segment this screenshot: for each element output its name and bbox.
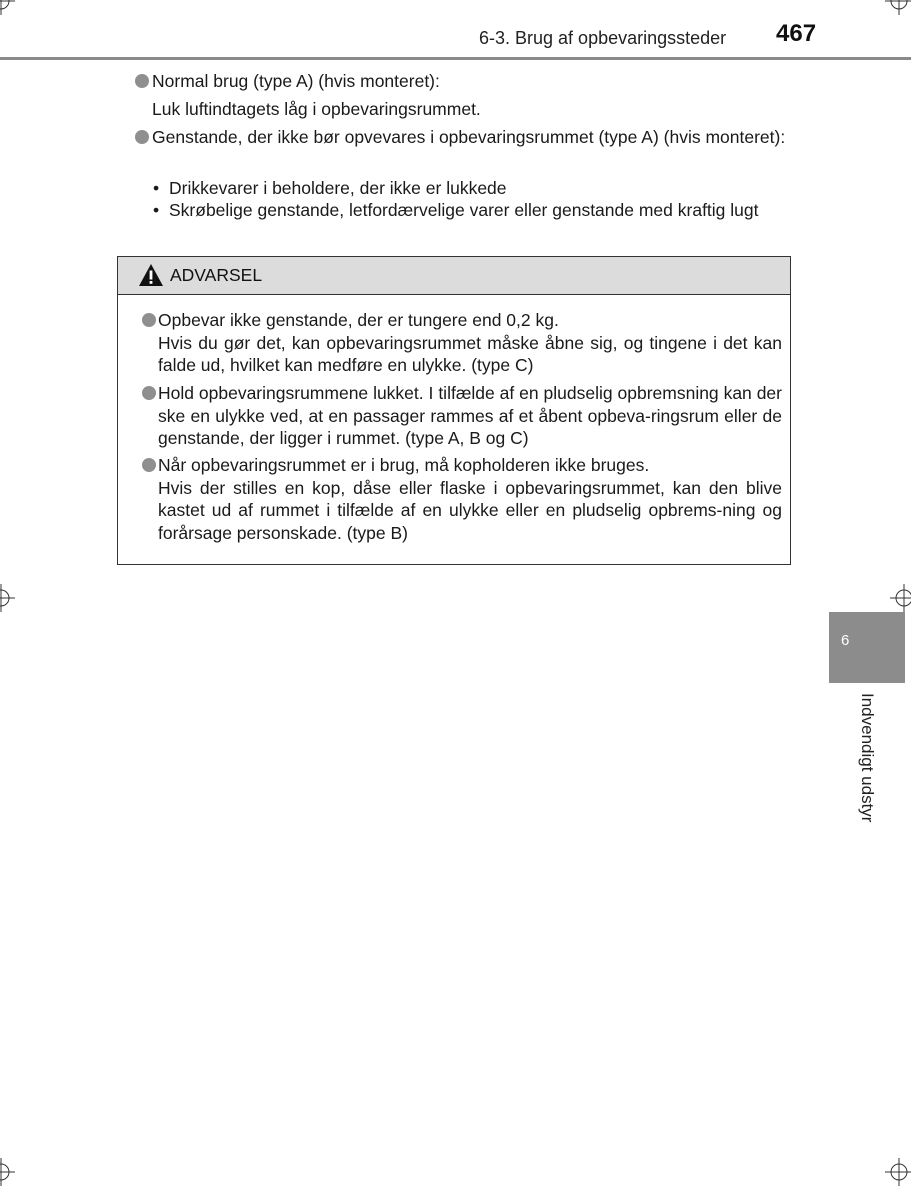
item-body: Luk luftindtagets låg i opbevaringsrummet. (152, 99, 481, 119)
warning-item (142, 309, 782, 377)
registration-mark-icon (0, 1158, 15, 1186)
registration-mark-icon (0, 0, 15, 15)
warning-box (117, 256, 791, 565)
section-title: 6-3. Brug af opbevaringssteder (479, 28, 727, 48)
chapter-tab (829, 612, 905, 683)
warning-item-lead: Opbevar ikke genstande, der er tungere end 0,2 kg. (158, 310, 559, 330)
chapter-number: 6 (841, 632, 850, 649)
item-title: Genstande, der ikke bør opvevares i opbevaringsrummet (type A) (hvis monteret): (152, 127, 786, 147)
list-item: • Drikkevarer i beholdere, der ikke er lukkede (153, 178, 507, 198)
warning-triangle-icon (138, 263, 164, 287)
warning-item-body: Hvis du gør det, kan opbevaringsrummet måske åbne sig, og tingene i det kan falde ud, hvilket kan medføre en ulykke. (type C) (158, 332, 782, 375)
bullet-icon (135, 130, 149, 144)
warning-header (118, 257, 790, 295)
registration-mark-icon (885, 1158, 911, 1186)
chapter-label: Indvendigt udstyr (858, 693, 877, 823)
bullet-icon (142, 386, 156, 400)
warning-item (142, 454, 782, 544)
header-divider (0, 57, 911, 60)
warning-item-lead: Når opbevaringsrummet er i brug, må kopholderen ikke bruges. (158, 455, 650, 475)
item-title: Normal brug (type A) (hvis monteret): (152, 71, 440, 91)
page-number: 467 (776, 20, 817, 47)
registration-mark-icon (890, 584, 911, 612)
registration-mark-icon (885, 0, 911, 15)
list-item-normal-use (135, 70, 790, 93)
list-item-prohibited-items (135, 126, 790, 149)
warning-item (142, 382, 782, 450)
warning-item-body: Hvis der stilles en kop, dåse eller flaske i opbevaringsrummet, kan den blive kastet ud af rummet i tilfælde af en ulykke eller en pludselig opbrems-ning og forårsage personskade. (type B) (158, 477, 782, 543)
warning-item-lead: Hold opbevaringsrummene lukket. I tilfælde af en pludselig opbremsning kan der ske en ulykke ved, at en passager rammes af et åbent opbeva-ringsrum eller de genstande, der ligger i rummet. (type A, B og C) (158, 383, 782, 448)
prohibited-items-list (152, 177, 790, 221)
list-item: • Skrøbelige genstande, letfordærvelige varer eller genstande med kraftig lugt (153, 200, 759, 220)
bullet-icon (142, 458, 156, 472)
bullet-icon (142, 313, 156, 327)
warning-title: ADVARSEL (170, 265, 263, 285)
registration-mark-icon (0, 584, 15, 612)
bullet-icon (135, 74, 149, 88)
